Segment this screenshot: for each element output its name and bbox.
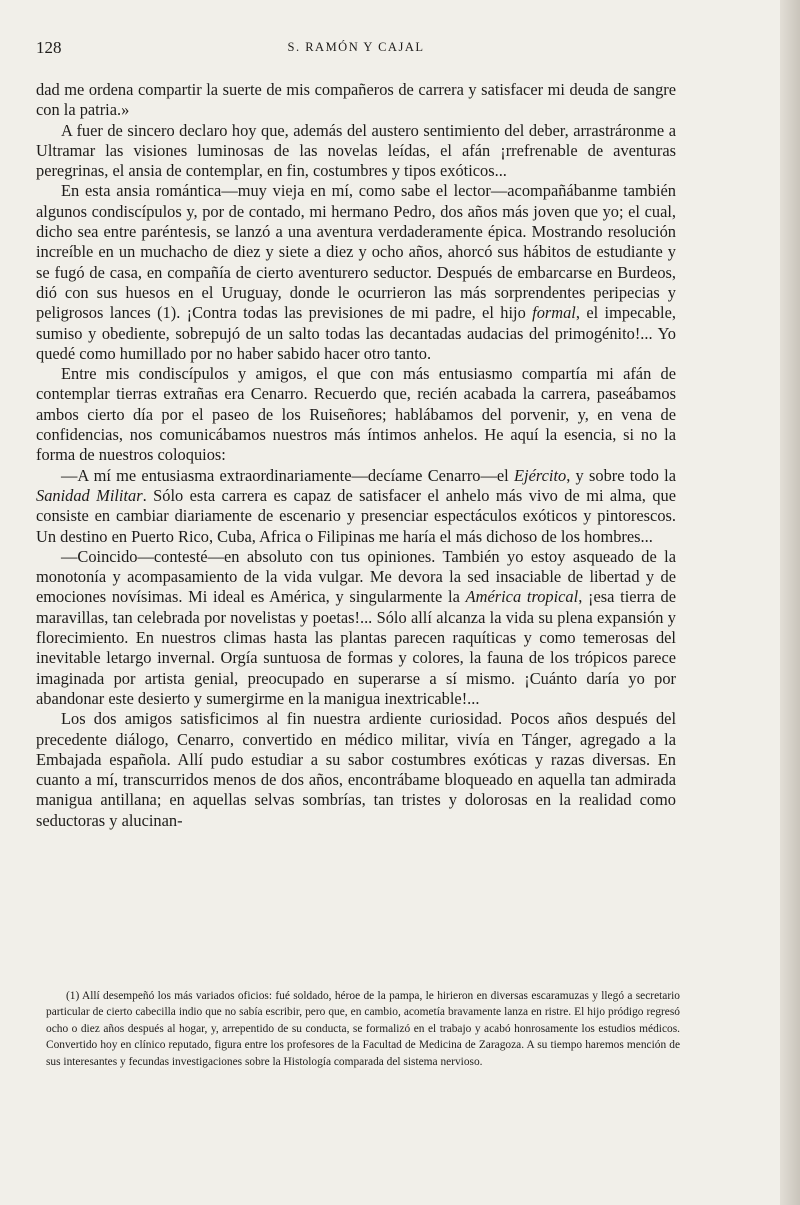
- footnote: (1) Allí desempeñó los más variados oficios: fué soldado, héroe de la pampa, le hirieron en diversas escaramuzas y llegó a secretario particular de cierto cabecilla indio que no sabía escribir, pero que, en cambio, acometía bravamente lanza en ristre. El hijo pródigo regresó ocho o diez años después al hogar, y, arrepentido de su conducta, se formalizó en el trabajo y acabó honrosamente los estudios médicos. Convertido hoy en clínico reputado, figura entre los profesores de la Facultad de Medicina de Zaragoza. A su tiempo haremos mención de sus interesantes y fecundas investigaciones sobre la Histología comparada del sistema nervioso.: [46, 990, 680, 1068]
- running-head: S. RAMÓN Y CAJAL: [287, 40, 425, 54]
- paragraph: [36, 466, 676, 547]
- page-number: 128: [36, 38, 62, 57]
- text-run: , ¡esa tierra de maravillas, tan celebrada por novelistas y poetas!... Sólo allí alcanza la vida su plena expansión y florecimiento. En nuestros climas hasta las plantas parecen raquíticas y como temerosas del inevitable letargo invernal. Orgía suntuosa de formas y colores, la fauna de los trópicos parece imaginada por artista genial, preocupado en superarse a sí mismo. ¡Cuánto daría yo por abandonar este desierto y sumergirme en la manigua inextricable!...: [36, 587, 676, 708]
- paragraph: Entre mis condiscípulos y amigos, el que con más entusiasmo compartía mi afán de contemplar tierras extrañas era Cenarro. Recuerdo que, recién acabada la carrera, paseábamos ambos cierto día por el paseo de los Ruiseñores; hablábamos del porvenir, y, en vena de confidencias, nos comunicábamos nuestros más íntimos anhelos. He aquí la esencia, si no la forma de nuestros coloquios:: [36, 364, 676, 465]
- paragraph: Los dos amigos satisficimos al fin nuestra ardiente curiosidad. Pocos años después del precedente diálogo, Cenarro, convertido en médico militar, vivía en Tánger, agregado a la Embajada española. Allí pudo estudiar a su sabor costumbres exóticas y razas diversas. En cuanto a mí, transcurridos menos de dos años, encontrábame bloqueado en aquella tan admirada manigua antillana; en aquellas selvas sombrías, tan tristes y dolorosas en la realidad como seductoras y alucinan-: [36, 709, 676, 830]
- footnotes: [46, 988, 680, 1070]
- text-run: En esta ansia romántica—muy vieja en mí, como sabe el lector—acompañábanme también algunos condiscípulos y, por de contado, mi hermano Pedro, dos años más joven que yo; el cual, dicho sea entre paréntesis, se lanzó a una aventura verdaderamente épica. Mostrando resolución increíble en un muchacho de diez y siete a diez y ocho años, ahorcó sus hábitos de estudiante y se fugó de casa, en compañía de cierto aventurero seductor. Después de embarcarse en Burdeos, dió con sus huesos en el Uruguay, donde le ocurrieron las más sorprendentes peripecias y peligrosos lances (1). ¡Contra todas las previsiones de mi padre, el hijo: [36, 181, 676, 323]
- body-text: [36, 80, 676, 831]
- paragraph: dad me ordena compartir la suerte de mis compañeros de carrera y satisfacer mi deuda de sangre con la patria.»: [36, 80, 676, 120]
- text-run: . Sólo esta carrera es capaz de satisfacer el anhelo más vivo de mi alma, que consiste en cambiar diariamente de escenario y presenciar espectáculos exóticos y pintorescos. Un destino en Puerto Rico, Cuba, Africa o Filipinas me haría el más dichoso de los hombres...: [36, 485, 676, 546]
- page-header: [36, 38, 676, 60]
- text-run: , el impecable, sumiso y obediente, sobrepujó de un salto todas las decantadas audacias del primogénito!... Yo quedé como humillado por no haber sabido hacer otro tanto.: [36, 303, 676, 363]
- paragraph: A fuer de sincero declaro hoy que, además del austero sentimiento del deber, arrastráronme a Ultramar las visiones luminosas de las novelas leídas, el afán ¡rrefrenable de aventuras peregrinas, el ansia de contemplar, en fin, costumbres y tipos exóticos...: [36, 120, 676, 181]
- italic-text: América tropical: [465, 587, 579, 607]
- italic-text: formal: [532, 303, 576, 323]
- paragraph: [36, 181, 676, 364]
- page-edge-shadow: [780, 0, 800, 1205]
- text-run: —A mí me entusiasma extraordinariamente—decíame Cenarro—el: [61, 465, 509, 485]
- text-run: —Coincido—contesté—en absoluto con tus opiniones. También yo estoy asqueado de la monotonía y acompasamiento de la vida vulgar. Me devora la sed insaciable de libertad y de emociones novísimas. Mi ideal es América, y singularmente la: [36, 546, 676, 607]
- paragraph: [36, 547, 676, 709]
- italic-text: Ejército: [514, 465, 567, 485]
- italic-text: Sanidad Militar: [36, 485, 143, 505]
- text-run: , y sobre todo la: [566, 465, 676, 485]
